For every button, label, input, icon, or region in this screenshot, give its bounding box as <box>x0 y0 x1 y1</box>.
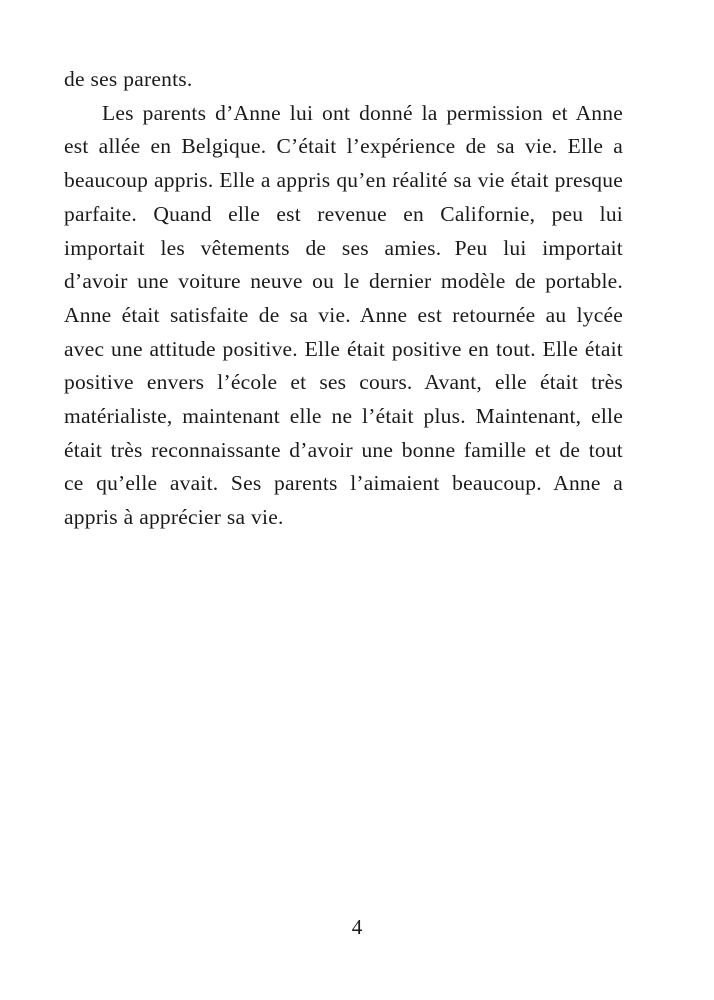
paragraph-continuation: de ses parents. <box>64 67 193 91</box>
body-text-column <box>64 63 623 535</box>
paragraph-main <box>64 97 623 535</box>
page-number: 4 <box>351 915 363 939</box>
paragraph-main-part1: Les parents d’Anne lui ont donné la permission et Anne est allée en Belgique. C’était l’expérience de sa vie. Elle a beaucoup appris. Elle a appris qu’en réalité sa vie était presque parfaite. Quand elle est revenue en Californie, peu lui importait les vêtements de ses amies. <box>64 100 623 260</box>
paragraph-main-part2: Peu lui importait d’avoir une voiture neuve ou le dernier modèle de portable. Anne était satisfaite de sa vie. Anne est retournée au lycée avec une attitude positive. Elle était positive en tout. Elle était positive envers l’école et ses cours. Avant, elle était très matérialiste, maintenant elle ne l’était plus. Maintenant, elle était très reconnaissante d’avoir une bonne famille et de tout ce qu’elle avait. Ses parents l’aimaient beaucoup. Anne a appris à apprécier sa vie. <box>64 235 623 530</box>
